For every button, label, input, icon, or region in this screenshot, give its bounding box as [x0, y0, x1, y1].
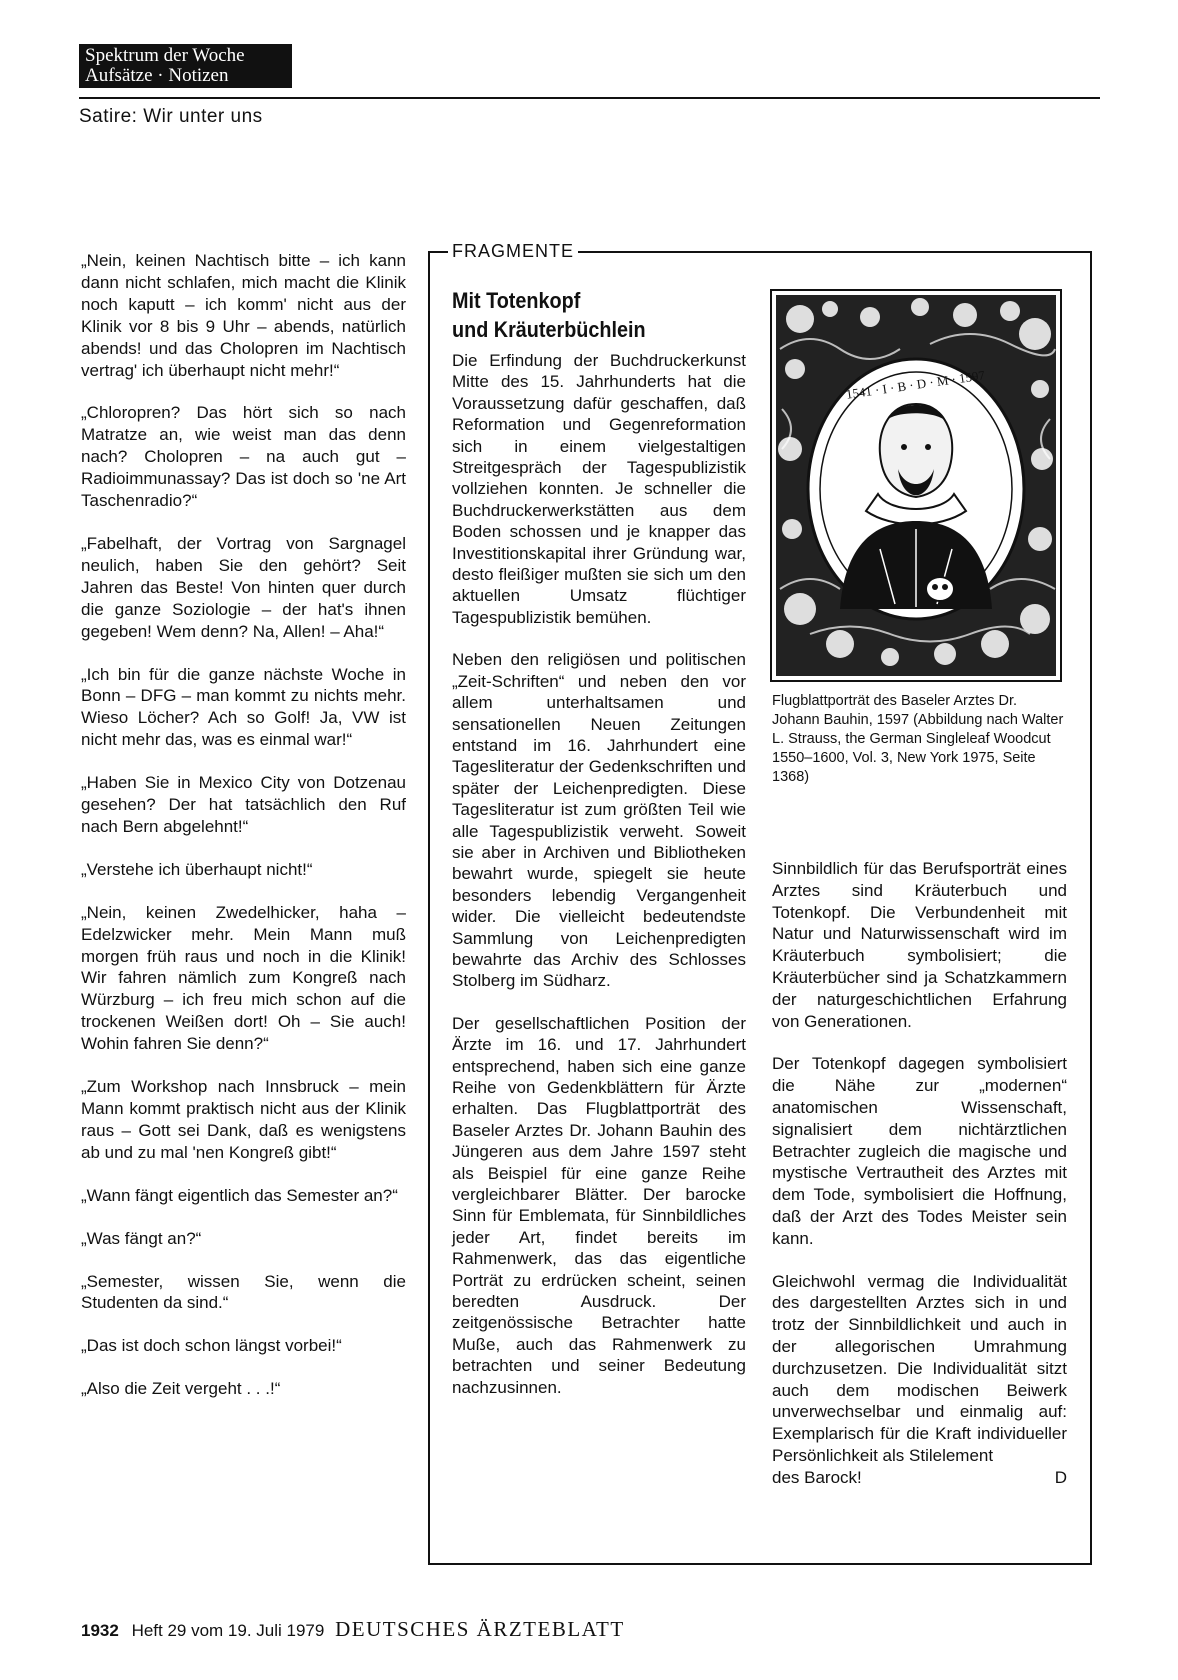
satire-paragraph: „Nein, keinen Zwedelhicker, haha – Edelzwicker mehr. Mein Mann muß morgen früh raus und noch in die Klinik! Wir fahren nämlich zum Kongreß nach Würzburg – ich freu mich schon auf die trockenen Weißen dort! Oh – Sie auch! Wohin fahren Sie denn?“	[81, 902, 406, 1054]
article-paragraph-text: Gleichwohl vermag die Individualität des dargestellten Arztes sich in und trotz der Sinnbildlichkeit und auch in der allegorischen Umrahmung durchzusetzen. Die Individualität sitzt auch dem modischen Beiwerk unverwechselbar und einmalig auf: Exemplarisch für die Kraft individueller Persönlichkeit als Stilelement	[772, 1271, 1067, 1465]
satire-paragraph: „Chloropren? Das hört sich so nach Matratze an, wie weist man das denn nach? Cholopren – na auch gut – Radioimmunassay? Das ist doch so 'ne Art Taschenradio?“	[81, 403, 406, 511]
satire-paragraph: „Ich bin für die ganze nächste Woche in Bonn – DFG – man kommt zu nichts mehr. Wieso Löcher? Ach so Golf! Ja, VW ist nicht mehr das, was es einmal war!“	[81, 664, 406, 750]
header-rule	[79, 97, 1100, 99]
article-paragraph: Neben den religiösen und politischen „Zeit-Schriften“ und neben den vor allem unterhaltsamen und sensationellen Neuen Zeitungen entstand im 16. Jahrhundert eine Tagesliteratur der Gedenkschriften und später der Leichenpredigten. Diese Tagesliteratur ist zum größten Teil wie alle Tagespublizistik verweht. Soweit sie aber in Archiven und Bibliotheken bewahrt wurde, spiegelt sie heute besonders lebendig Vergangenheit wider. Die vielleicht bedeutendste Sammlung von Leichenpredigten bewahrte das Archiv des Schlosses Stolberg im Südharz.	[452, 650, 746, 991]
satire-paragraph: „Das ist doch schon längst vorbei!“	[81, 1336, 342, 1356]
author-signature: D	[1054, 1467, 1067, 1487]
article-paragraph: Sinnbildlich für das Berufsporträt eines Arztes sind Kräuterbuch und Totenkopf. Die Verbundenheit mit Natur und Naturwissenschaft wird im Kräuterbuch symbolisiert; die Kräuterbücher sind ja Schatzkammern der naturgeschichtlichen Erfahrung von Generationen.	[772, 859, 1067, 1031]
satire-paragraph: „Wann fängt eigentlich das Semester an?“	[81, 1185, 398, 1205]
satire-column	[81, 250, 406, 1421]
journal-name: DEUTSCHES ÄRZTEBLATT	[335, 1617, 625, 1641]
page-footer	[81, 1617, 625, 1642]
fragmente-label: FRAGMENTE	[448, 238, 578, 264]
last-line: des Barock!	[772, 1467, 862, 1487]
section-label-line2: Aufsätze · Notizen	[85, 65, 229, 86]
satire-paragraph: „Also die Zeit vergeht . . .!“	[81, 1379, 281, 1399]
image-caption: Flugblattporträt des Baseler Arztes Dr. Johann Bauhin, 1597 (Abbildung nach Walter L. Strauss, the German Singleleaf Woodcut 1550–1600, Vol. 3, New York 1975, Seite 1368)	[772, 693, 1064, 785]
section-title: Satire: Wir unter uns	[79, 106, 263, 127]
section-label-line1: Spektrum der Woche	[85, 45, 245, 66]
article-paragraph: Der gesellschaftlichen Position der Ärzte im 16. und 17. Jahrhundert entsprechend, haben sich eine ganze Reihe von Gedenkblättern für Ärzte erhalten. Das Flugblattporträt des Baseler Arztes Dr. Johann Bauhin des Jüngeren aus dem Jahre 1597 steht als Beispiel für eine ganze Reihe vergleichbarer Blätter. Der barocke Sinn für Emblemata, für Sinnbildliches jeder Art, findet bereits im Rahmenwerk, das das eigentliche Porträt zu erdrücken scheint, seinen beredten Ausdruck. Der zeitgenössische Betrachter hatte Muße, auch das Rahmenwerk zu betrachten und seiner Bedeutung nachzusinnen.	[452, 1013, 746, 1397]
article-headline	[452, 286, 704, 344]
satire-paragraph: „Haben Sie in Mexico City von Dotzenau gesehen? Der hat tatsächlich den Ruf nach Bern abgelehnt!“	[81, 773, 406, 836]
satire-paragraph: „Verstehe ich überhaupt nicht!“	[81, 859, 313, 879]
satire-paragraph: „Nein, keinen Nachtisch bitte – ich kann dann nicht schlafen, mich macht die Klinik noch kaputt – ich komm' nicht aus der Klinik vor 8 bis 9 Uhr – abends, natürlich abends! und das Cholopren im Nachtisch vertrag' ich überhaupt nicht mehr!“	[81, 251, 406, 380]
headline-line2: und Kräuterbüchlein	[452, 317, 646, 342]
article-column-middle	[452, 350, 746, 1419]
article-paragraph-last	[772, 1271, 1067, 1489]
woodcut-inscription: 1541 · I · B · D · M · 1597	[844, 367, 986, 402]
magazine-section-label	[79, 44, 292, 88]
satire-paragraph: „Was fängt an?“	[81, 1228, 202, 1248]
article-paragraph: Die Erfindung der Buchdruckerkunst Mitte des 15. Jahrhunderts hat die Voraussetzung dafür geschaffen, daß Reformation und Gegenreformation sich in einem vielgestaltigen Streitgespräch der Tagespublizistik vollziehen konnten. Je schneller die Buchdruckerwerkstätten aus dem Boden schossen und je knapper das Investitionskapital ihrer Gründung war, desto fleißiger mußten sie sich um den aktuellen Umsatz flüchtiger Tagespublizistik bemühen.	[452, 351, 746, 627]
satire-paragraph: „Fabelhaft, der Vortrag von Sargnagel neulich, haben Sie den gehört? Seit Jahren das Beste! Von hinten quer durch die ganze Soziologie – der hat's ihnen gegeben! Wem denn? Na, Allen! – Aha!“	[81, 533, 406, 641]
article-column-right	[772, 858, 1067, 1510]
satire-paragraph: „Semester, wissen Sie, wenn die Studenten da sind.“	[81, 1271, 406, 1313]
woodcut-portrait-image	[770, 289, 1062, 682]
page-number: 1932	[81, 1621, 119, 1640]
satire-paragraph: „Zum Workshop nach Innsbruck – mein Mann kommt praktisch nicht aus der Klinik raus – Gott sei Dank, daß es wenigstens ab und zu mal 'nen Kongreß gibt!“	[81, 1077, 406, 1162]
headline-line1: Mit Totenkopf	[452, 288, 581, 313]
article-paragraph: Der Totenkopf dagegen symbolisiert die Nähe zur „modernen“ anatomischen Wissenschaft, signalisiert dem nichtärztlichen Betrachter zugleich die magische und mystische Vertrautheit des Arztes mit dem Tode, symbolisiert die Hoffnung, daß der Arzt des Todes Meister sein kann.	[772, 1054, 1067, 1248]
issue-info: Heft 29 vom 19. Juli 1979	[131, 1621, 325, 1640]
signoff-line	[772, 1467, 1067, 1489]
